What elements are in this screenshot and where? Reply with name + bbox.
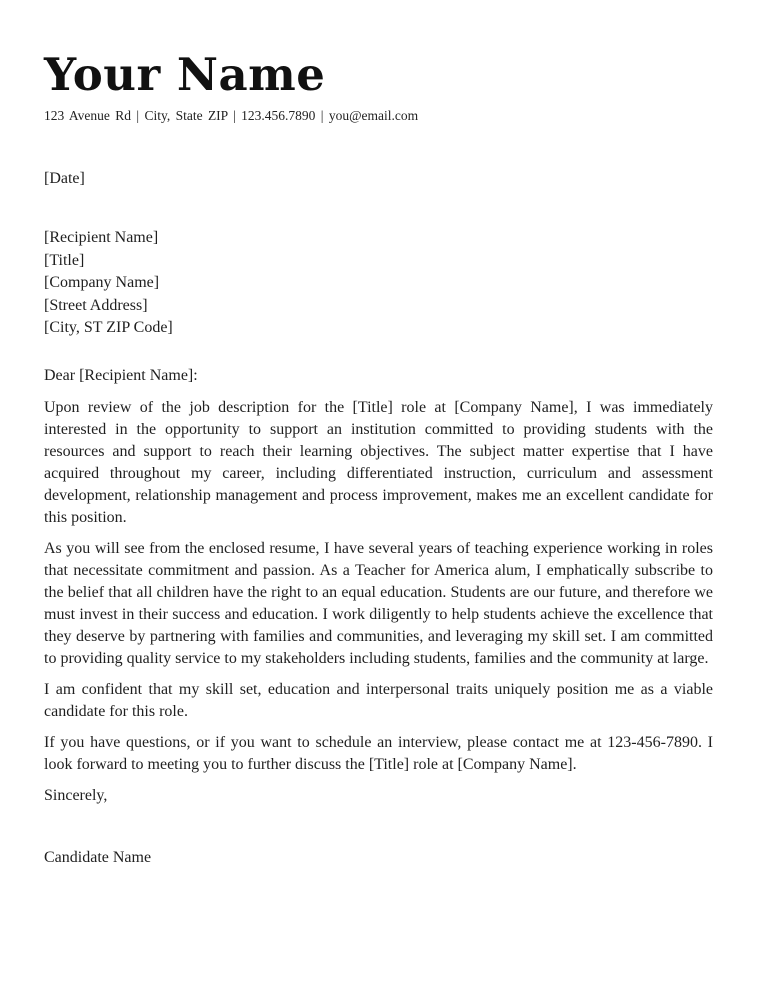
paragraph-experience: As you will see from the enclosed resume, I have several years of teaching experience working in roles that necessitate commitment and passion. As a Teacher for America alum, I emphatically subscribe to the belief that all children have the right to an equal education. Students are our future, and therefore we must invest in their success and education. I work diligently to help students achieve the excellence that they deserve by partnering with families and communities, and leveraging my skill set. I am committed to providing quality service to my stakeholders including students, families and the community at large. bbox=[44, 539, 713, 667]
sender-name: Your Name bbox=[44, 48, 326, 101]
paragraph-confidence: I am confident that my skill set, education and interpersonal traits uniquely position me as a viable candidate for this role. bbox=[44, 680, 713, 720]
closing: Sincerely, bbox=[44, 786, 108, 804]
city-state-zip-placeholder: [City, ST ZIP Code] bbox=[44, 319, 173, 337]
recipient-title-placeholder: [Title] bbox=[44, 251, 85, 269]
contact-line: 123 Avenue Rd | City, State ZIP | 123.456.7890 | you@email.com bbox=[44, 108, 419, 124]
paragraph-contact: If you have questions, or if you want to schedule an interview, please contact me at 123-456-7890. I look forward to meeting you to further discuss the [Title] role at [Company Name]. bbox=[44, 733, 713, 773]
paragraph-intro: Upon review of the job description for the [Title] role at [Company Name], I was immediately interested in the opportunity to support an institution committed to providing students with the resources and support to reach their learning objectives. The subject matter expertise that I have acquired throughout my career, including differentiated instruction, curriculum and assessment development, relationship management and process improvement, makes me an excellent candidate for this position. bbox=[44, 398, 713, 526]
street-address-placeholder: [Street Address] bbox=[44, 296, 148, 314]
letter-header bbox=[44, 50, 713, 125]
company-name-placeholder: [Company Name] bbox=[44, 274, 160, 292]
recipient-block bbox=[44, 227, 713, 340]
recipient-name-placeholder: [Recipient Name] bbox=[44, 229, 159, 247]
salutation: Dear [Recipient Name]: bbox=[44, 366, 198, 384]
date-placeholder: [Date] bbox=[44, 170, 85, 188]
signature-name: Candidate Name bbox=[44, 848, 152, 866]
